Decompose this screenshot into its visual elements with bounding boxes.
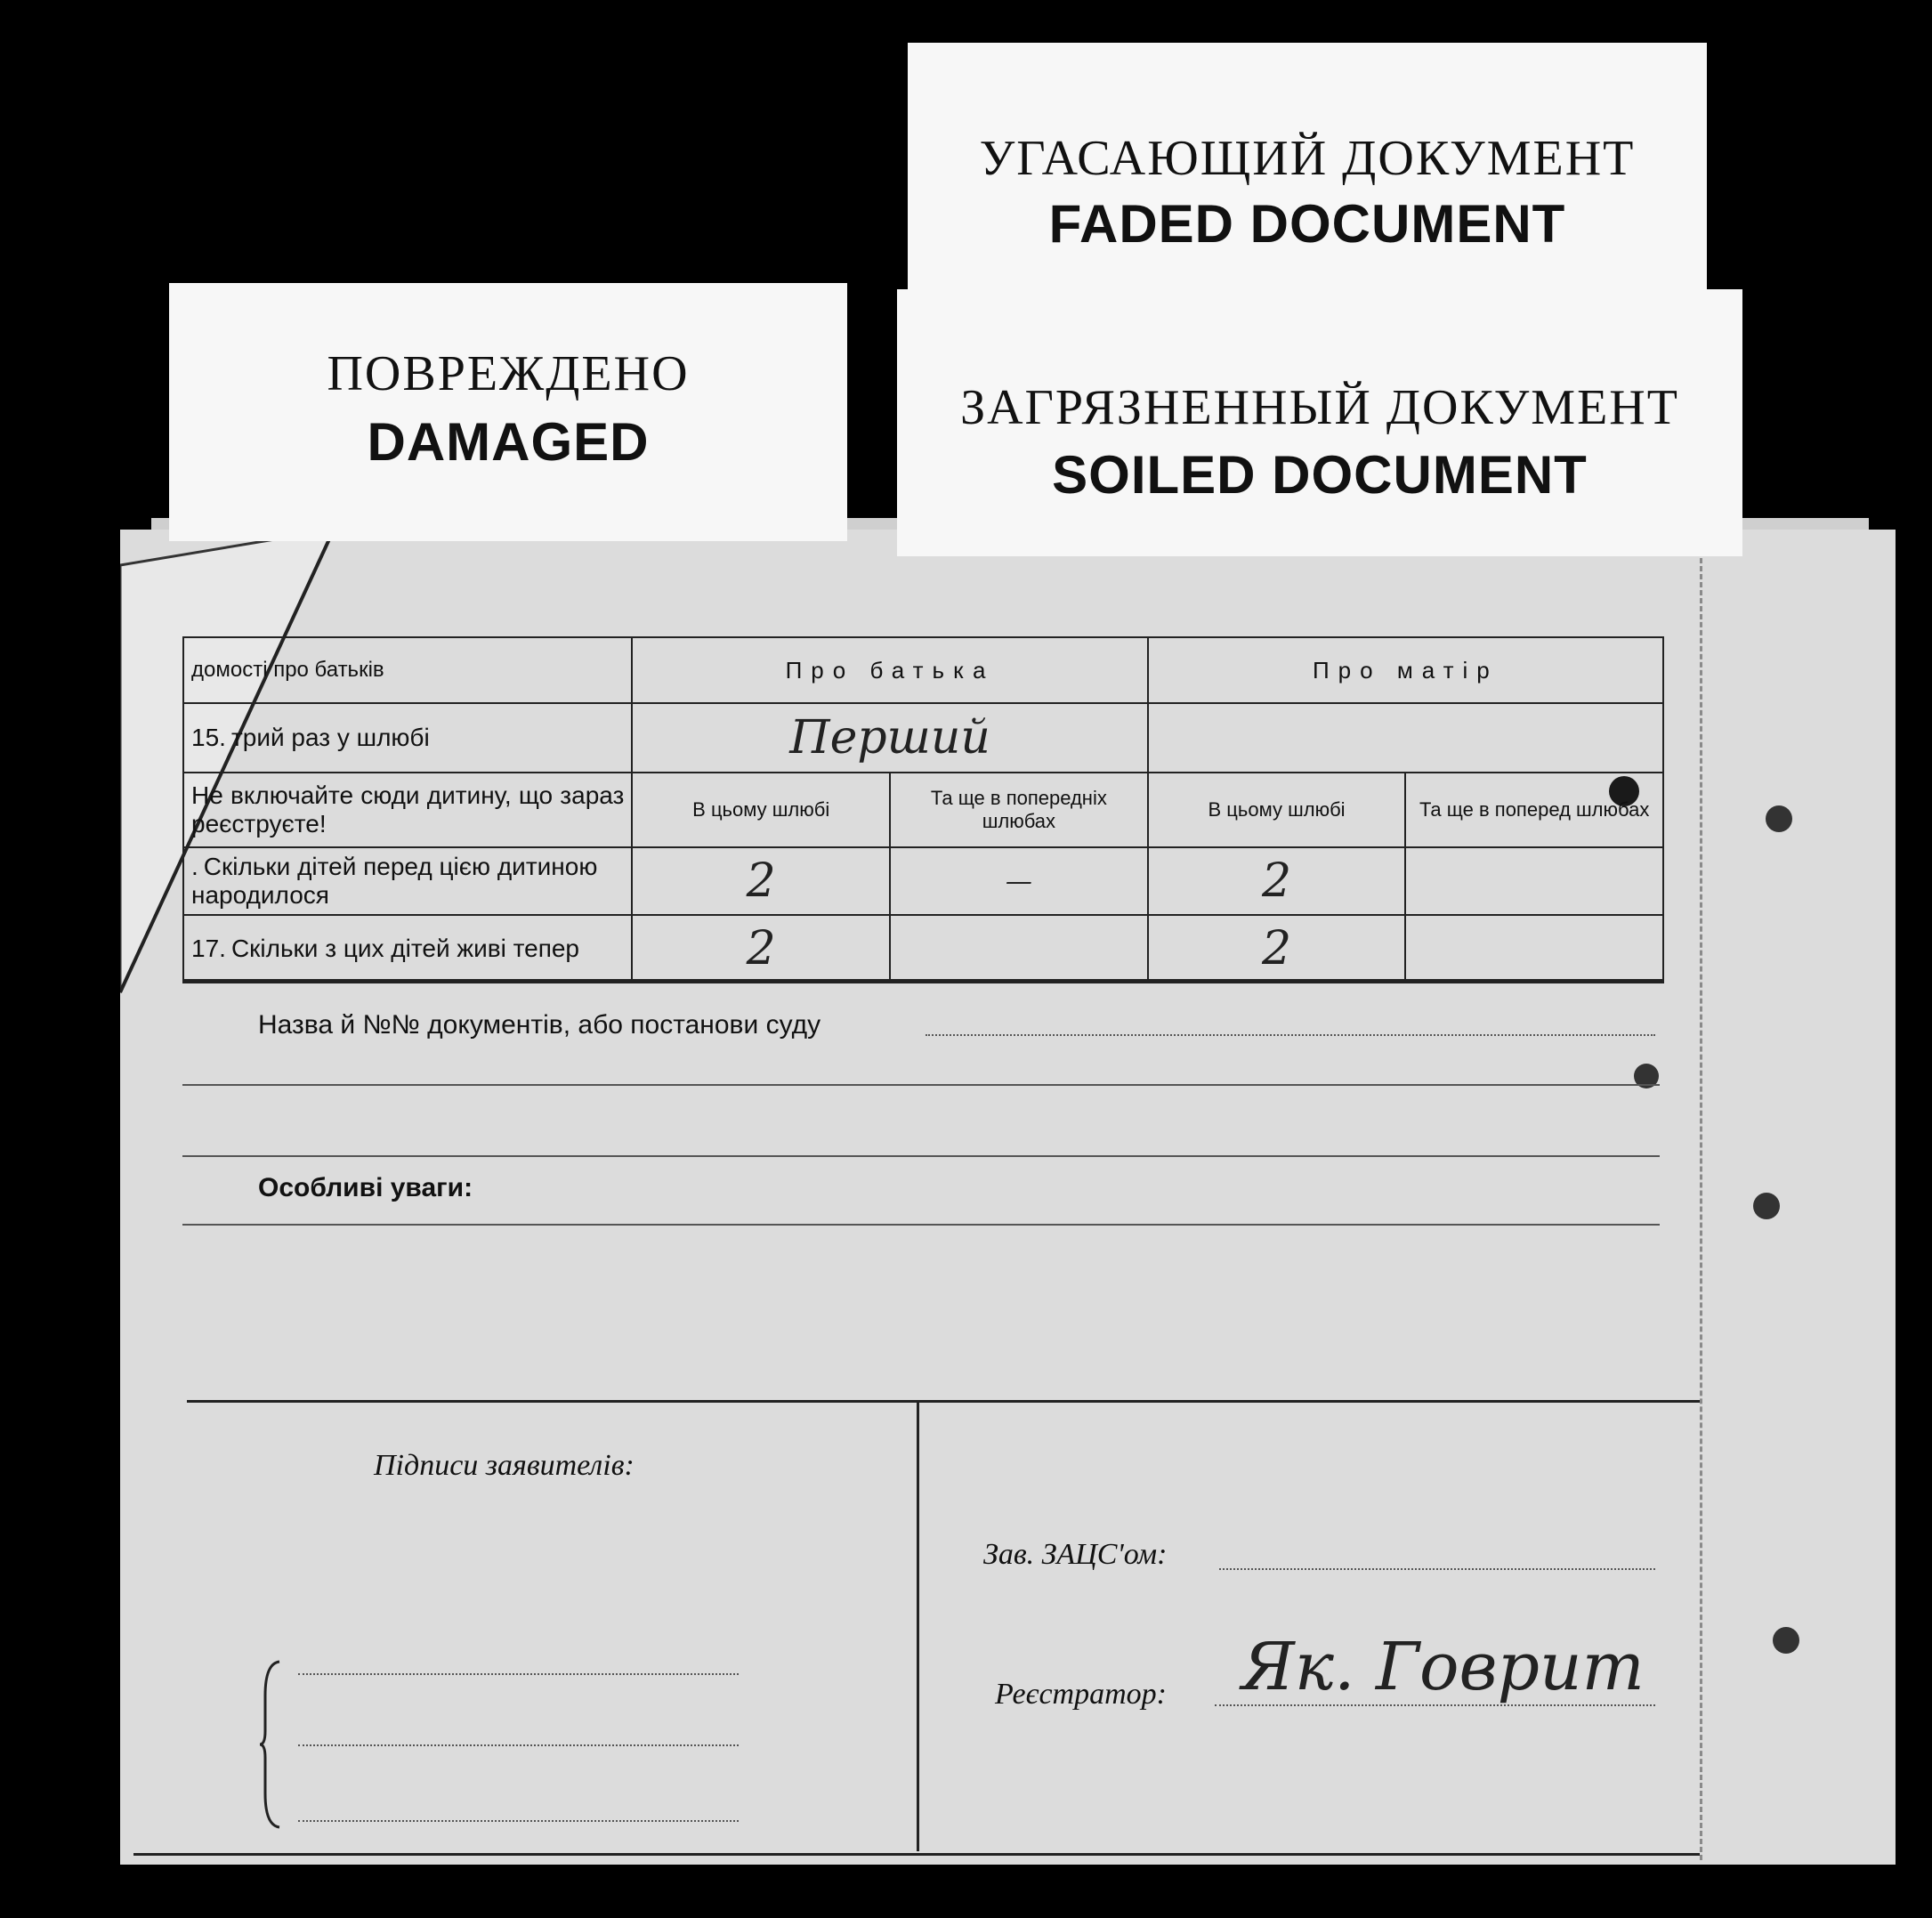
- remarks-line: [182, 1224, 1660, 1226]
- row-15-label: [183, 703, 632, 773]
- sub-header-mother-previous: Та ще в поперед шлюбах: [1405, 773, 1663, 847]
- head-zags-sign-line: [1219, 1568, 1655, 1570]
- row-16-text: Скільки дітей перед цією дитиною народилося: [191, 853, 598, 909]
- documents-label: Назва й №№ документів, або постанови суду: [258, 1010, 821, 1040]
- documents-line-3: [182, 1155, 1660, 1157]
- punch-hole-5: [1773, 1627, 1799, 1654]
- col-header-parents: домості про батьків: [183, 637, 632, 703]
- col-header-mother: Про матір: [1148, 637, 1663, 703]
- row-17-number: 17.: [191, 935, 226, 962]
- damaged-label: [169, 283, 847, 541]
- damaged-label-ru: ПОВРЕЖДЕНО: [327, 346, 690, 401]
- row-16-mother-previous: [1405, 847, 1663, 915]
- row-15-father-value: Перший: [632, 703, 1147, 773]
- applicants-signatures-label: Підписи заявителів:: [374, 1449, 635, 1482]
- applicant-sign-line-1: [298, 1673, 739, 1675]
- applicant-sign-line-3: [298, 1820, 739, 1822]
- damaged-label-en: DAMAGED: [367, 412, 650, 472]
- row-16-label: [183, 847, 632, 915]
- row-15-text: трий раз у шлюбі: [230, 724, 430, 751]
- signature-block-divider: [917, 1402, 919, 1851]
- brace-icon: [258, 1660, 285, 1829]
- row-17-father-this: 2: [632, 915, 890, 983]
- row-15-mother-value: [1148, 703, 1663, 773]
- row-15-number: 15.: [191, 724, 226, 751]
- table-bottom-rule: [182, 979, 1664, 983]
- table-subheader-row: [183, 773, 1663, 847]
- row-16-father-previous: —: [890, 847, 1148, 915]
- soiled-document-label: [897, 289, 1742, 556]
- sub-header-father-this: В цьому шлюбі: [632, 773, 890, 847]
- documents-dotted-line: [926, 1034, 1655, 1036]
- faded-label-en: FADED DOCUMENT: [1048, 194, 1566, 254]
- registrar-label: Реєстратор:: [995, 1678, 1167, 1711]
- row-17-label: [183, 915, 632, 983]
- registrar-signature: Як. Говрит: [1241, 1629, 1645, 1705]
- signature-block-bottom-rule: [133, 1853, 1700, 1856]
- row-17-mother-previous: [1405, 915, 1663, 983]
- faded-label-ru: УГАСАЮЩИЙ ДОКУМЕНТ: [979, 131, 1636, 186]
- head-zags-label: Зав. ЗАЦС'ом:: [983, 1538, 1168, 1571]
- perforation-line: [1700, 534, 1702, 1860]
- row-16-number: .: [191, 853, 198, 880]
- sub-header-mother-this: В цьому шлюбі: [1148, 773, 1406, 847]
- row-16-mother-this: 2: [1148, 847, 1406, 915]
- documents-line-2: [182, 1084, 1660, 1086]
- faded-document-label: [908, 43, 1707, 310]
- table-row-16: [183, 847, 1663, 915]
- applicant-sign-line-2: [298, 1744, 739, 1746]
- remarks-label: Особливі уваги:: [258, 1173, 473, 1202]
- soiled-label-ru: ЗАГРЯЗНЕННЫЙ ДОКУМЕНТ: [960, 380, 1679, 435]
- table-row-15: [183, 703, 1663, 773]
- signature-block-top-rule: [187, 1400, 1700, 1403]
- row-16-father-this: 2: [632, 847, 890, 915]
- col-header-father: Про батька: [632, 637, 1147, 703]
- sub-header-father-previous: Та ще в попередніх шлюбах: [890, 773, 1148, 847]
- parents-info-table: [182, 636, 1664, 983]
- row-17-father-previous: [890, 915, 1148, 983]
- row-17-text: Скільки з цих дітей живі тепер: [230, 935, 579, 962]
- row-17-mother-this: 2: [1148, 915, 1406, 983]
- table-header-row: [183, 637, 1663, 703]
- punch-hole-4: [1753, 1193, 1780, 1219]
- table-row-17: [183, 915, 1663, 983]
- punch-hole-2: [1766, 805, 1792, 832]
- soiled-label-en: SOILED DOCUMENT: [1052, 445, 1588, 505]
- note-exclude-child: Не включайте сюди дитину, що зараз реєструєте!: [183, 773, 632, 847]
